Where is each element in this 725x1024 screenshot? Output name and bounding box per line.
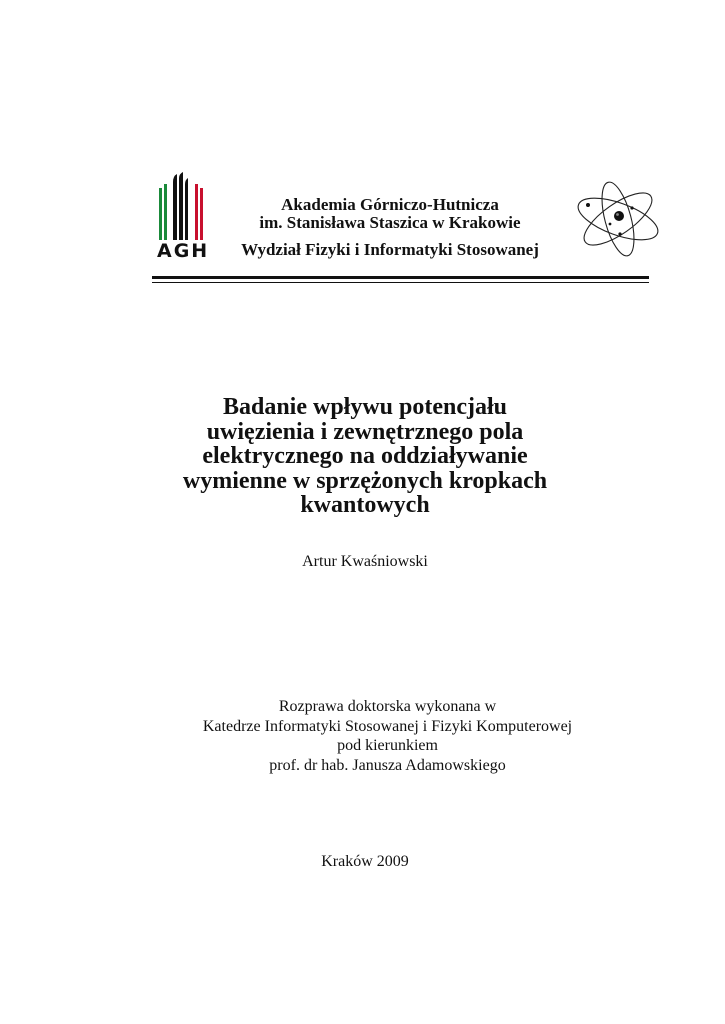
thesis-info xyxy=(150,697,625,775)
header-rule-thin xyxy=(152,282,649,283)
thesis-line-3: pod kierunkiem xyxy=(337,737,438,754)
author-name: Artur Kwaśniowski xyxy=(302,553,428,570)
thesis-line-2: Katedrze Informatyki Stosowanej i Fizyki Komputerowej xyxy=(202,717,573,735)
atom-logo-icon xyxy=(572,172,664,266)
university-name-line1: Akademia Górniczo-Hutnicza xyxy=(281,195,499,214)
header-rule-thick xyxy=(152,276,649,279)
agh-logo-text: AGH xyxy=(157,240,210,262)
place-date: Kraków 2009 xyxy=(321,853,409,870)
thesis-line-1: Rozprawa doktorska wykonana w xyxy=(278,698,497,715)
thesis-line-4: prof. dr hab. Janusza Adamowskiego xyxy=(269,756,506,774)
faculty-name: Wydział Fizyki i Informatyki Stosowanej xyxy=(241,240,539,259)
university-name-line2: im. Stanisława Staszica w Krakowie xyxy=(259,213,521,232)
thesis-title: Badanie wpływu potencjału uwięzienia i zewnętrznego pola elektrycznego na oddziaływanie wymienne w sprzężonych kropkach kwantowych xyxy=(182,394,548,518)
